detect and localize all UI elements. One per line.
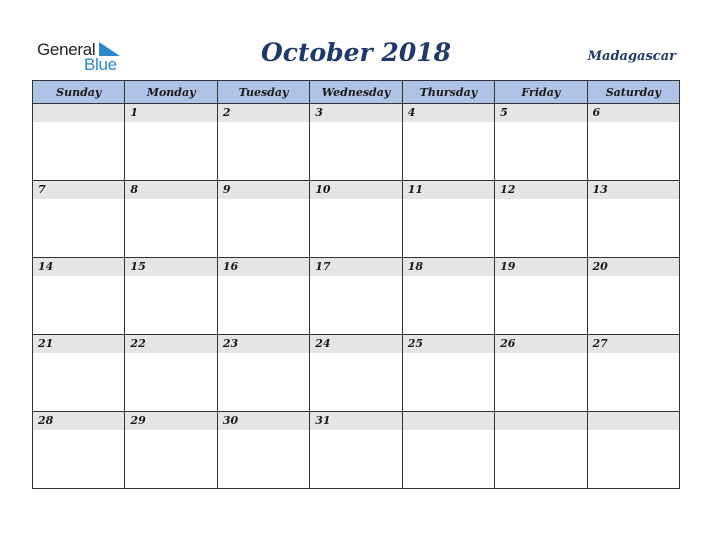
weekday-header: Sunday xyxy=(33,81,125,104)
week-row xyxy=(33,258,680,335)
calendar-title: October 2018 xyxy=(260,38,452,67)
week-row xyxy=(33,104,680,181)
day-number: 29 xyxy=(125,412,216,430)
day-number: 3 xyxy=(310,104,401,122)
day-cell xyxy=(33,335,125,412)
week-row xyxy=(33,181,680,258)
day-number: 4 xyxy=(403,104,494,122)
day-cell xyxy=(495,335,587,412)
day-number: 10 xyxy=(310,181,401,199)
day-number: 1 xyxy=(125,104,216,122)
day-cell xyxy=(587,412,679,489)
day-number: 23 xyxy=(218,335,309,353)
day-number: 21 xyxy=(33,335,124,353)
day-cell xyxy=(217,258,309,335)
day-cell xyxy=(587,104,679,181)
country-label: Madagascar xyxy=(587,49,676,64)
day-cell xyxy=(217,412,309,489)
day-cell xyxy=(125,335,217,412)
day-cell xyxy=(495,104,587,181)
day-number xyxy=(588,412,679,430)
day-number: 17 xyxy=(310,258,401,276)
week-row xyxy=(33,335,680,412)
logo-word-blue: Blue xyxy=(84,55,117,74)
day-cell xyxy=(125,412,217,489)
day-cell xyxy=(587,335,679,412)
day-cell xyxy=(495,181,587,258)
day-cell xyxy=(402,412,494,489)
day-number: 9 xyxy=(218,181,309,199)
day-number: 20 xyxy=(588,258,679,276)
day-cell xyxy=(310,412,402,489)
day-number: 5 xyxy=(495,104,586,122)
weekday-header: Friday xyxy=(495,81,587,104)
weekday-header-row xyxy=(33,81,680,104)
day-cell xyxy=(402,104,494,181)
day-number: 31 xyxy=(310,412,401,430)
week-row xyxy=(33,412,680,489)
day-number xyxy=(33,104,124,122)
day-number: 12 xyxy=(495,181,586,199)
day-cell xyxy=(217,104,309,181)
day-cell xyxy=(587,181,679,258)
day-number: 2 xyxy=(218,104,309,122)
weekday-header: Tuesday xyxy=(217,81,309,104)
day-number: 19 xyxy=(495,258,586,276)
day-cell xyxy=(125,181,217,258)
day-cell xyxy=(310,181,402,258)
day-cell xyxy=(310,335,402,412)
day-cell xyxy=(125,258,217,335)
day-number: 27 xyxy=(588,335,679,353)
day-number: 16 xyxy=(218,258,309,276)
weekday-header: Thursday xyxy=(402,81,494,104)
day-cell xyxy=(402,258,494,335)
day-number: 14 xyxy=(33,258,124,276)
day-cell xyxy=(125,104,217,181)
day-cell xyxy=(33,104,125,181)
day-cell xyxy=(33,258,125,335)
day-number: 7 xyxy=(33,181,124,199)
weekday-header: Saturday xyxy=(587,81,679,104)
day-cell xyxy=(495,412,587,489)
day-number: 11 xyxy=(403,181,494,199)
day-cell xyxy=(587,258,679,335)
day-number: 25 xyxy=(403,335,494,353)
day-number: 13 xyxy=(588,181,679,199)
day-cell xyxy=(33,181,125,258)
day-number: 18 xyxy=(403,258,494,276)
logo-word-general: General xyxy=(37,40,96,59)
day-number: 8 xyxy=(125,181,216,199)
day-cell xyxy=(217,181,309,258)
weekday-header: Monday xyxy=(125,81,217,104)
day-number xyxy=(403,412,494,430)
day-number: 22 xyxy=(125,335,216,353)
day-number: 30 xyxy=(218,412,309,430)
day-cell xyxy=(217,335,309,412)
day-cell xyxy=(402,181,494,258)
day-number xyxy=(495,412,586,430)
day-cell xyxy=(310,258,402,335)
day-cell xyxy=(33,412,125,489)
day-cell xyxy=(310,104,402,181)
month-calendar-grid xyxy=(32,80,680,489)
day-cell xyxy=(495,258,587,335)
day-number: 24 xyxy=(310,335,401,353)
day-cell xyxy=(402,335,494,412)
day-number: 6 xyxy=(588,104,679,122)
weekday-header: Wednesday xyxy=(310,81,402,104)
day-number: 26 xyxy=(495,335,586,353)
day-number: 28 xyxy=(33,412,124,430)
day-number: 15 xyxy=(125,258,216,276)
